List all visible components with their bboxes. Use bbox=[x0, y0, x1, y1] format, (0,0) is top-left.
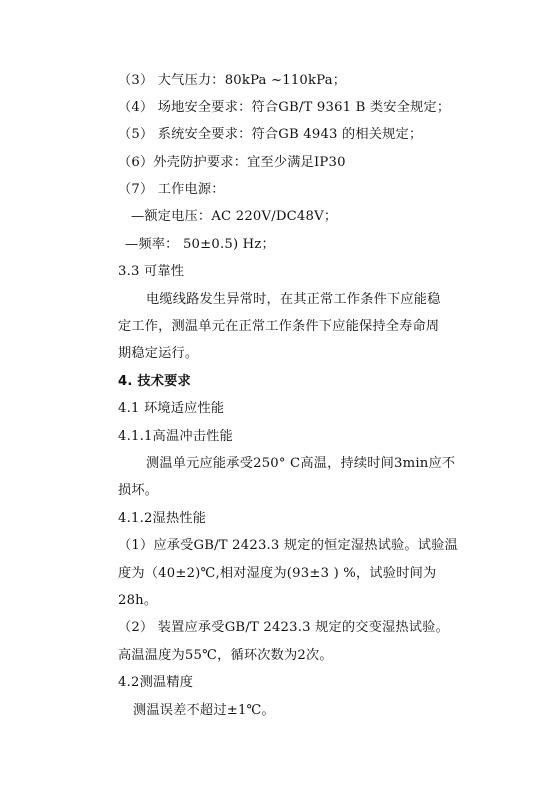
heading-damp-heat: 4.1.2湿热性能 bbox=[118, 511, 207, 526]
item-enclosure-protection: （6）外壳防护要求：宜至少满足IP30 bbox=[118, 155, 346, 170]
heading-reliability: 3.3 可靠性 bbox=[118, 264, 185, 279]
heading-technical-requirements: 4. 技术要求 bbox=[118, 374, 191, 389]
item-site-safety: （4） 场地安全要求：符合GB/T 9361 B 类安全规定； bbox=[118, 100, 451, 115]
item-system-safety: （5） 系统安全要求：符合GB 4943 的相关规定； bbox=[118, 127, 423, 142]
high-temperature-paragraph-line-2: 损坏。 bbox=[118, 483, 159, 498]
damp-heat-item-1-line-2: 度为（40±2)℃,相对湿度为(93±3 ) %，试验时间为 bbox=[118, 566, 437, 581]
item-atmospheric-pressure: （3） 大气压力：80kPa ~110kPa； bbox=[118, 73, 347, 88]
damp-heat-item-1-line-3: 28h。 bbox=[118, 593, 158, 608]
damp-heat-item-1-line-1: （1）应承受GB/T 2423.3 规定的恒定湿热试验。试验温 bbox=[118, 538, 458, 553]
damp-heat-item-2-line-2: 高温温度为55℃，循环次数为2次。 bbox=[118, 648, 333, 663]
reliability-paragraph-line-3: 期稳定运行。 bbox=[118, 346, 199, 361]
reliability-paragraph-line-2: 定工作，测温单元在正常工作条件下应能保持全寿命周 bbox=[118, 319, 440, 334]
heading-environmental-adaptability: 4.1 环境适应性能 bbox=[118, 401, 225, 416]
reliability-paragraph-line-1: 电缆线路发生异常时，在其正常工作条件下应能稳 bbox=[146, 292, 441, 307]
temperature-accuracy-paragraph: 测温误差不超过±1℃。 bbox=[133, 703, 275, 718]
heading-temperature-accuracy: 4.2测温精度 bbox=[118, 675, 194, 690]
high-temperature-paragraph-line-1: 测温单元应能承受250° C高温，持续时间3min应不 bbox=[146, 456, 456, 471]
heading-high-temperature-shock: 4.1.1高温冲击性能 bbox=[118, 429, 233, 444]
item-rated-voltage: —额定电压：AC 220V/DC48V； bbox=[131, 209, 338, 224]
item-power-supply: （7） 工作电源： bbox=[118, 182, 225, 197]
damp-heat-item-2-line-1: （2） 装置应承受GB/T 2423.3 规定的交变湿热试验。 bbox=[118, 620, 449, 635]
item-frequency: —频率： 50±0.5) Hz； bbox=[125, 237, 275, 252]
